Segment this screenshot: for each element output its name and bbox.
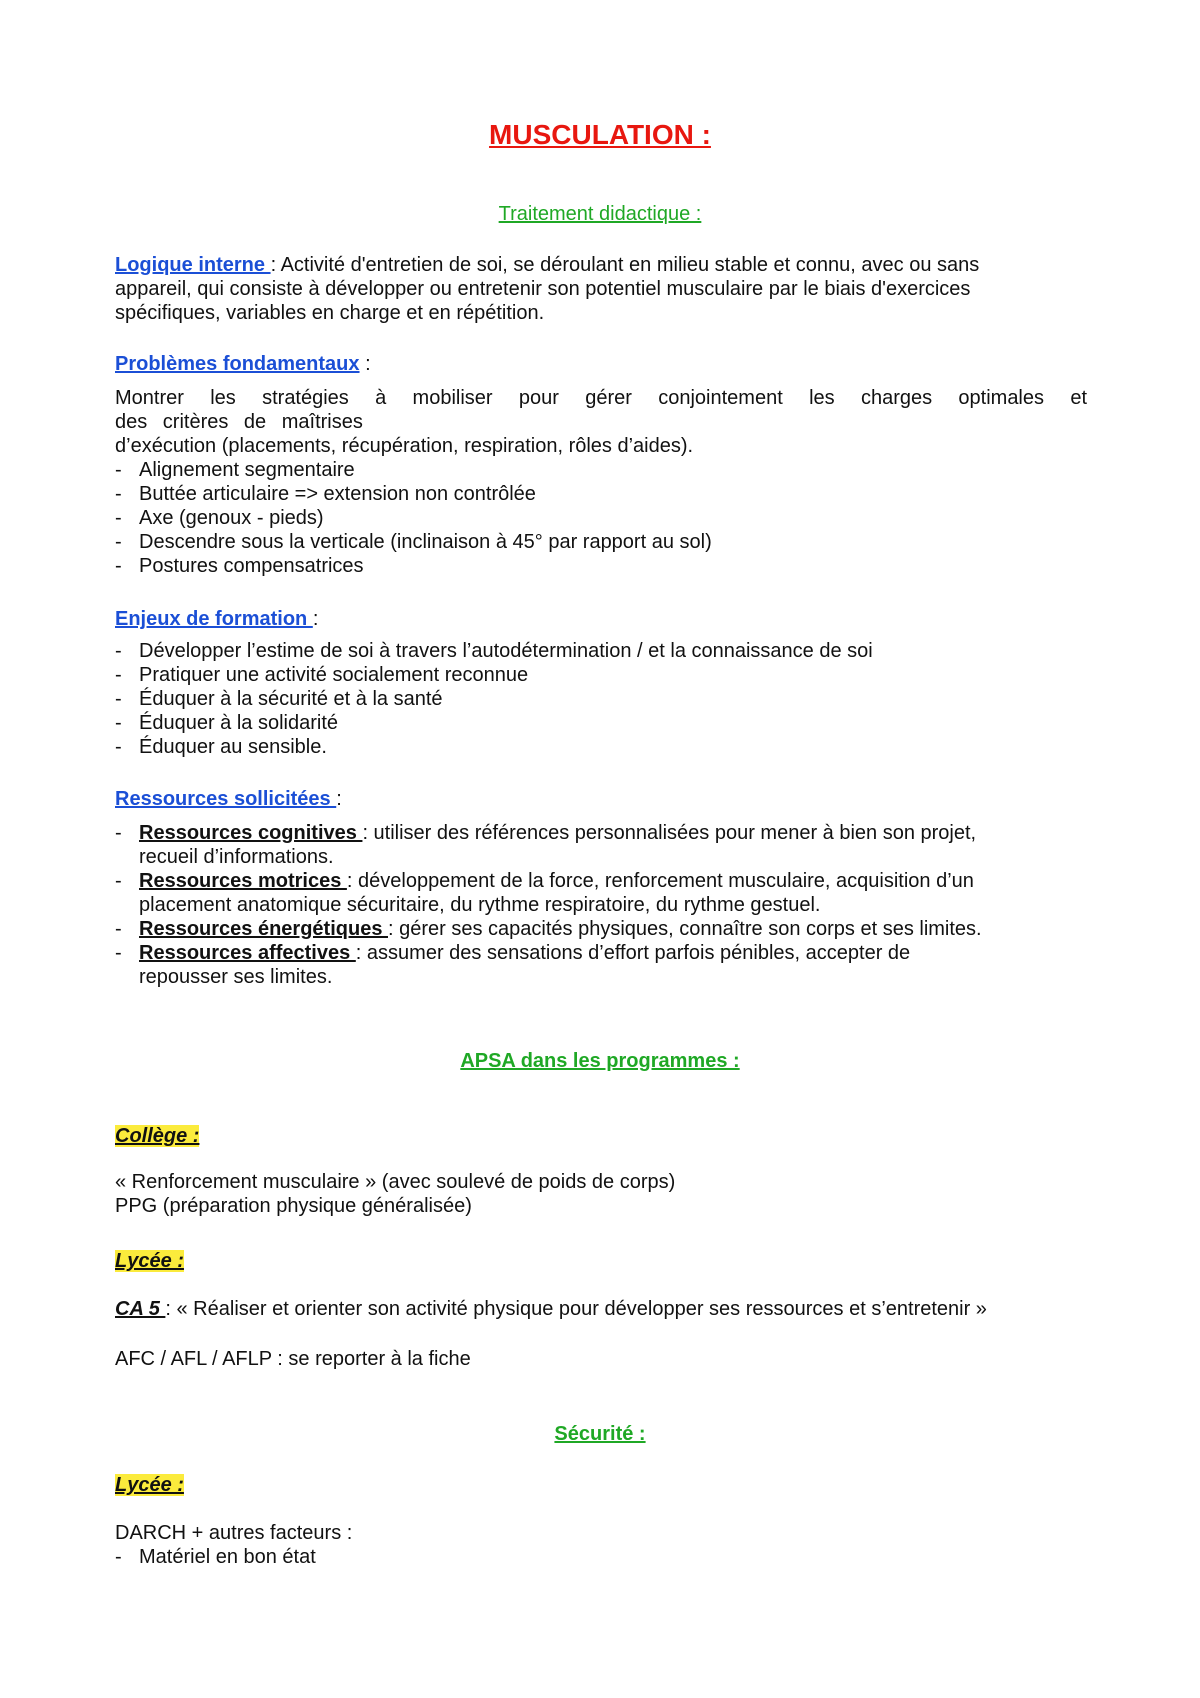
- ressource-text-cont: recueil d’informations.: [139, 846, 334, 868]
- ressources-list: [115, 821, 1087, 989]
- list-item: - Postures compensatrices: [115, 554, 1087, 578]
- ressource-label: Ressources cognitives: [139, 822, 363, 844]
- problemes-list: [115, 458, 1087, 578]
- list-item: - Matériel en bon état: [115, 1545, 1087, 1569]
- ressources-suffix: :: [336, 788, 342, 810]
- list-item: [115, 941, 1087, 989]
- securite-heading: Sécurité :: [554, 1423, 646, 1445]
- page-title: MUSCULATION :: [489, 119, 711, 150]
- list-item: - Éduquer à la sécurité et à la santé: [115, 687, 1087, 711]
- list-item: [115, 869, 1087, 917]
- list-item: - Pratiquer une activité socialement reconnue: [115, 663, 1087, 687]
- logique-interne-section: [115, 253, 1087, 325]
- ressource-text-cont: placement anatomique sécuritaire, du rythme respiratoire, du rythme gestuel.: [139, 894, 821, 916]
- ressource-label: Ressources motrices: [139, 870, 347, 892]
- enjeux-label: Enjeux de formation: [115, 608, 313, 630]
- ressource-text: : gérer ses capacités physiques, connaître son corps et ses limites.: [388, 918, 982, 940]
- apsa-heading: APSA dans les programmes :: [460, 1050, 740, 1072]
- ca-text: : « Réaliser et orienter son activité physique pour développer ses ressources et s’entretenir »: [165, 1298, 987, 1320]
- college-label: Collège :: [115, 1125, 200, 1147]
- ca-label: CA 5: [115, 1298, 166, 1320]
- list-item: [115, 917, 1087, 941]
- list-item: - Éduquer au sensible.: [115, 735, 1087, 759]
- ressource-text: : développement de la force, renforcement musculaire, acquisition d’un: [346, 870, 974, 892]
- ressources-section: [115, 787, 1087, 989]
- enjeux-list: [115, 639, 1087, 759]
- securite-section: [115, 1473, 1087, 1569]
- securite-list: [115, 1545, 1087, 1569]
- afc-text: AFC / AFL / AFLP : se reporter à la fiche: [115, 1348, 471, 1370]
- logique-interne-label: Logique interne: [115, 254, 271, 276]
- list-item: - Développer l’estime de soi à travers l’autodétermination / et la connaissance de soi: [115, 639, 1087, 663]
- ressource-text-cont: repousser ses limites.: [139, 966, 333, 988]
- enjeux-section: [115, 607, 1087, 759]
- problemes-suffix: :: [359, 353, 371, 375]
- college-line-1: « Renforcement musculaire » (avec soulevé de poids de corps): [115, 1171, 676, 1193]
- problemes-line-3: d’exécution (placements, récupération, respiration, rôles d’aides).: [115, 435, 694, 457]
- ressource-label: Ressources affectives: [139, 942, 356, 964]
- problemes-section: [115, 352, 1087, 578]
- ressource-text: : utiliser des références personnalisées pour mener à bien son projet,: [362, 822, 977, 844]
- ressource-label: Ressources énergétiques: [139, 918, 388, 940]
- list-item: - Axe (genoux - pieds): [115, 506, 1087, 530]
- college-section: [115, 1124, 1087, 1218]
- securite-lycee-label: Lycée :: [115, 1474, 184, 1496]
- logique-interne-line-3: spécifiques, variables en charge et en répétition.: [115, 302, 545, 324]
- list-item: - Descendre sous la verticale (inclinaison à 45° par rapport au sol): [115, 530, 1087, 554]
- logique-interne-line-2: appareil, qui consiste à développer ou entretenir son potentiel musculaire par le biais d'exercices: [115, 278, 971, 300]
- list-item: [115, 821, 1087, 869]
- ressources-label: Ressources sollicitées: [115, 788, 337, 810]
- college-line-2: PPG (préparation physique généralisée): [115, 1195, 472, 1217]
- enjeux-suffix: :: [312, 608, 319, 630]
- lycee-label: Lycée :: [115, 1250, 184, 1272]
- ressource-text: : assumer des sensations d’effort parfois pénibles, accepter de: [355, 942, 911, 964]
- problemes-line-1: Montrer les stratégies à mobiliser pour gérer conjointement les charges optimales et: [115, 387, 1087, 409]
- securite-intro: DARCH + autres facteurs :: [115, 1522, 353, 1544]
- lycee-section: [115, 1249, 1087, 1371]
- list-item: - Alignement segmentaire: [115, 458, 1087, 482]
- list-item: - Buttée articulaire => extension non contrôlée: [115, 482, 1087, 506]
- list-item: - Éduquer à la solidarité: [115, 711, 1087, 735]
- logique-interne-line-1: : Activité d'entretien de soi, se déroulant en milieu stable et connu, avec ou sans: [270, 254, 980, 276]
- didactique-heading: Traitement didactique :: [498, 203, 702, 225]
- problemes-line-2: des critères de maîtrises: [115, 411, 363, 433]
- problemes-label: Problèmes fondamentaux: [115, 353, 360, 375]
